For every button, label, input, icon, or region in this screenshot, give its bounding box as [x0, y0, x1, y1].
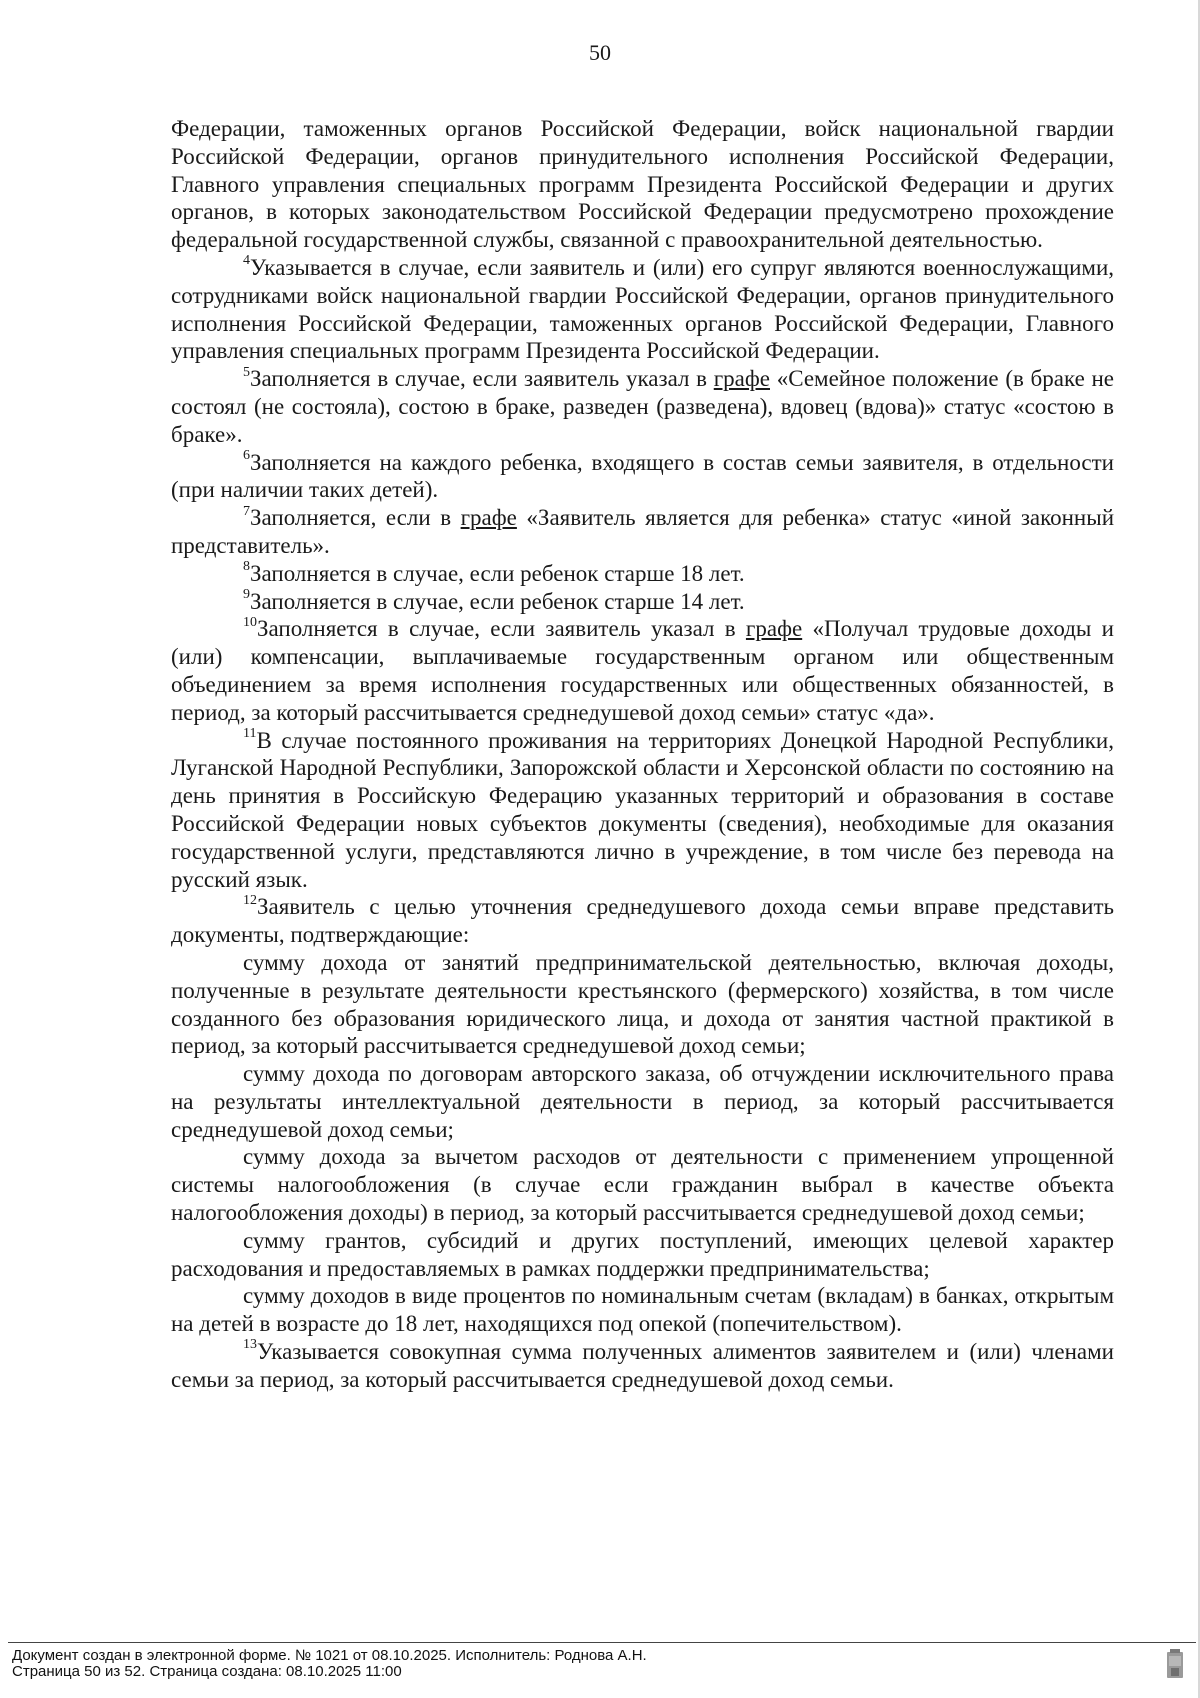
footer [12, 1648, 647, 1680]
footnote-text: Указывается в случае, если заявитель и (или) его супруг являются военнослужащими, сотрудниками войск национальной гвардии Российской Федерации, органов принудительного исполнения Российской Федерации, таможенных органов Российской Федерации, Главного управления специальных программ Президента Российской Федерации. [171, 254, 1114, 364]
footnote-4 [171, 254, 1114, 365]
list-item: сумму дохода от занятий предпринимательской деятельностью, включая доходы, полученные в результате деятельности крестьянского (фермерского) хозяйства, в том числе созданного без образования юридического лица, и дохода от занятия частной практикой в период, за который рассчитывается среднедушевой доход семьи; [171, 949, 1114, 1059]
footnote-text: Заполняется в случае, если ребенок старше 14 лет. [250, 588, 745, 614]
footnote-text: Заполняется в случае, если заявитель указал в [250, 366, 714, 392]
footnote-7 [171, 504, 1114, 560]
footnote-text: Заявитель с целью уточнения среднедушевого дохода семьи вправе представить документы, подтверждающие: [171, 894, 1114, 948]
footnote-mark: 6 [243, 447, 250, 463]
footnote-mark: 5 [243, 364, 250, 380]
footnote-10 [171, 615, 1114, 726]
list-item: сумму доходов в виде процентов по номинальным счетам (вкладам) в банках, открытым на детей в возрасте до 18 лет, находящихся под опекой (попечительством). [171, 1283, 1114, 1337]
footnote-mark: 13 [243, 1337, 257, 1353]
list-item: сумму дохода за вычетом расходов от деятельности с применением упрощенной системы налогообложения (в случае если гражданин выбрал в качестве объекта налогообложения доходы) в период, за который рассчитывается среднедушевой доход семьи; [171, 1144, 1114, 1226]
footnote-text: Заполняется, если в [250, 505, 461, 531]
footnote-mark: 10 [243, 614, 257, 630]
page-number: 50 [589, 40, 611, 65]
footnote-mark: 7 [243, 503, 250, 519]
footer-line-1: Документ создан в электронной форме. № 1021 от 08.10.2025. Исполнитель: Роднова А.Н. [12, 1647, 647, 1664]
footnote-5 [171, 365, 1114, 448]
footer-line-2: Страница 50 из 52. Страница создана: 08.10.2025 11:00 [12, 1663, 402, 1680]
footnote-text: Указывается совокупная сумма полученных алиментов заявителем и (или) членами семьи за период, за который рассчитывается среднедушевой доход семьи. [171, 1339, 1114, 1392]
footnote-link[interactable]: графе [745, 616, 803, 642]
footnote-link[interactable]: графе [713, 366, 770, 392]
footnote-text: «Получал трудовые доходы и (или) компенсации, выплачиваемые государственным органом или общественным объединением за время исполнения государственных или общественных обязанностей, в период, за который рассчитывается среднедушевой доход семьи» статус «да». [171, 616, 1114, 725]
footnote-9 [171, 588, 1114, 616]
list-item: сумму дохода по договорам авторского заказа, об отчуждении исключительного права на результаты интеллектуальной деятельности в период, за который рассчитывается среднедушевой доход семьи; [171, 1061, 1114, 1142]
footnote-mark: 8 [243, 559, 250, 575]
footnote-text: Заполняется на каждого ребенка, входящего в состав семьи заявителя, в отдельности (при наличии таких детей). [171, 449, 1114, 503]
document-body [171, 115, 1114, 1394]
paragraph-continuation: Федерации, таможенных органов Российской Федерации, войск национальной гвардии Российской Федерации, органов принудительного исполнения Российской Федерации, Главного управления специальных программ Президента Российской Федерации и других органов, в которых законодательством Российской Федерации предусмотрено прохождение федеральной государственной службы, связанной с правоохранительной деятельностью. [171, 116, 1114, 253]
footnote-text: «Семейное положение (в браке не состоял (не состояла), состою в браке, разведен (разведена), вдовец (вдова)» статус «состою в браке». [171, 366, 1114, 447]
footnote-text: В случае постоянного проживания на территориях Донецкой Народной Республики, Луганской Народной Республики, Запорожской области и Херсонской области по состоянию на день принятия в Российскую Федерацию указанных территорий и образования в составе Российской Федерации новых субъектов документы (сведения), необходимые для оказания государственной услуги, представляются лично в учреждение, в том числе без перевода на русский язык. [171, 727, 1114, 892]
footnote-13 [171, 1338, 1114, 1394]
footnote-text: «Заявитель является для ребенка» статус «иной законный представитель». [171, 505, 1115, 558]
footnote-6 [171, 449, 1114, 505]
footnote-mark: 4 [243, 253, 250, 269]
footnote-text: Заполняется в случае, если ребенок старше 18 лет. [250, 560, 745, 586]
footnote-mark: 11 [243, 725, 257, 741]
footnote-link[interactable]: графе [460, 505, 517, 531]
footer-divider [8, 1642, 1196, 1643]
footnote-8 [171, 560, 1114, 588]
footnote-mark: 12 [243, 892, 257, 908]
footnote-11 [171, 727, 1114, 894]
footnote-mark: 9 [243, 586, 250, 602]
footnote-text: Заполняется в случае, если заявитель указал в [257, 616, 746, 642]
footnote-12 [171, 893, 1114, 949]
coat-of-arms-icon [1164, 1648, 1186, 1682]
list-item: сумму грантов, субсидий и других поступлений, имеющих целевой характер расходования и предоставляемых в рамках поддержки предпринимательства; [171, 1227, 1114, 1281]
